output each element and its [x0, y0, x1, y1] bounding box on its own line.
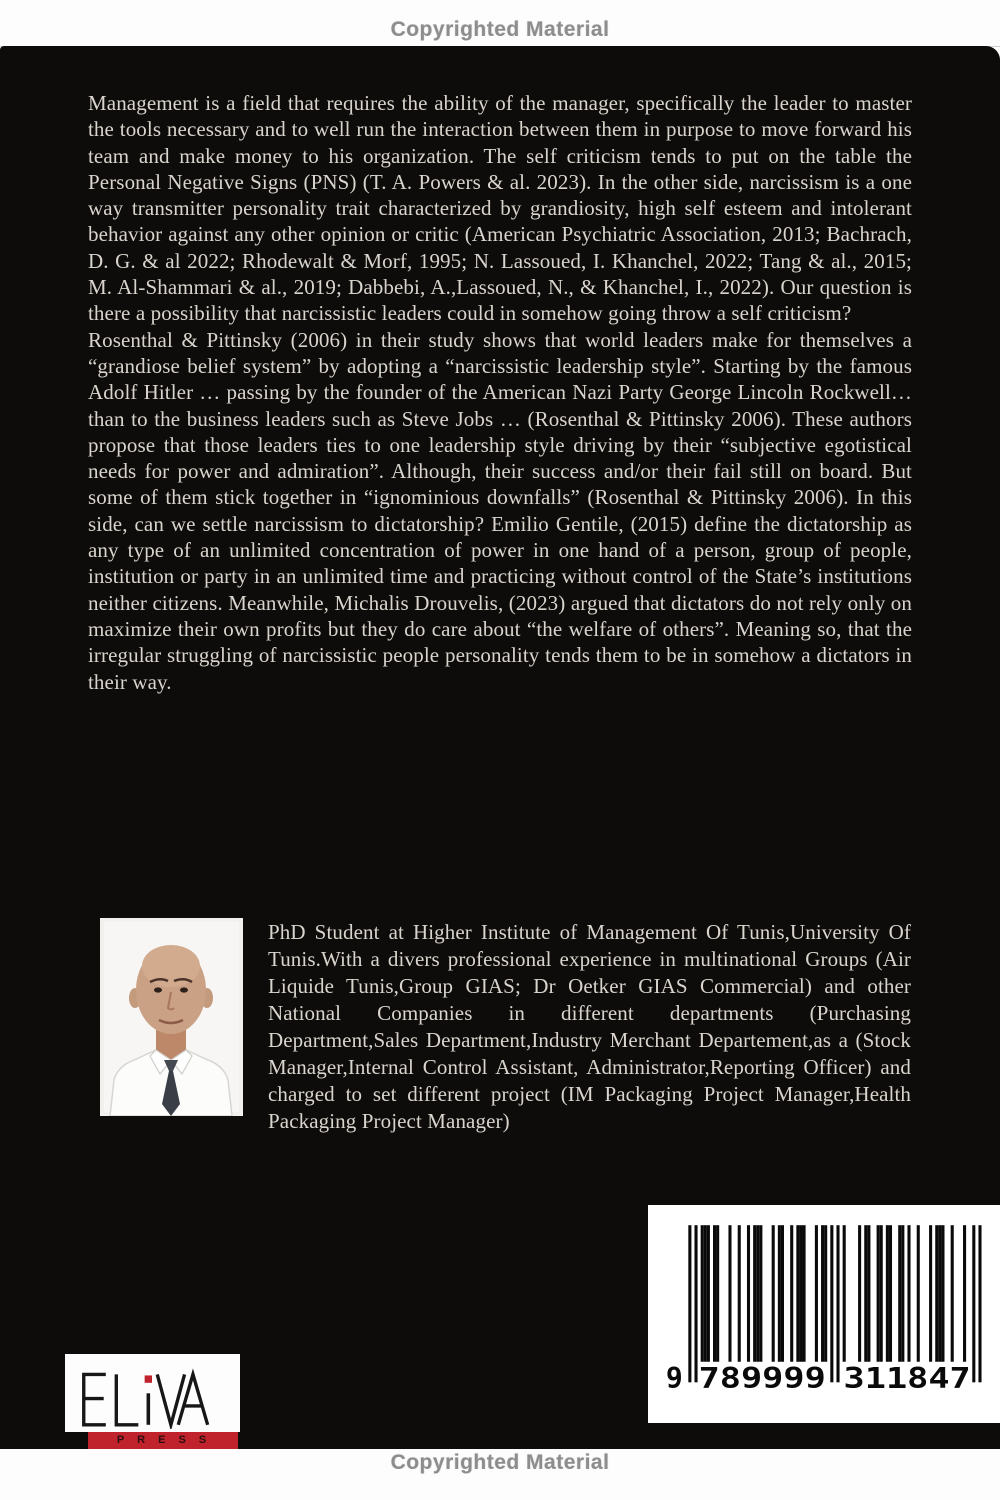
copyright-notice-bottom: Copyrighted Material — [390, 1451, 610, 1474]
synopsis-paragraph-1: Management is a field that requires the ability of the manager, specifically the leader to master the tools necessary and to well run the interaction between them in purpose to move forward his team and make money to his organization. The self criticism tends to put on the table the Personal Negative Signs (PNS) (T. A. Powers & al. 2023). In the other side, narcissism is a one way transmitter personality trait characterized by grandiosity, high self esteem and intolerant behavior against any other opinion or critic (American Psychiatric Association, 2013; Bachrach, D. G. & al 2022; Rhodewalt & Morf, 1995; N. Lassoued, I. Khanchel, 2022; Tang & al., 2015; M. Al-Shammari & al., 2019; Dabbebi, A.,Lassoued, N., & Khanchel, I., 2022). Our question is there a possibility that narcissistic leaders could in somehow going throw a self criticism? — [88, 91, 912, 326]
isbn-barcode — [648, 1205, 1000, 1423]
svg-text:311847: 311847 — [843, 1361, 971, 1390]
author-bio: PhD Student at Higher Institute of Management Of Tunis,University Of Tunis.With a divers professional experience in multinational Groups (Air Liquide Tunis,Group GIAS; Dr Oetker GIAS Commercial) and other National Companies in different departments (Purchasing Department,Sales Department,Industry Merchant Departement,as a (Stock Manager,Internal Control Assistant, Administrator,Reporting Officer) and charged to set different project (IM Packaging Project Manager,Health Packaging Project Manager) — [268, 920, 911, 1133]
author-portrait-illustration — [100, 918, 243, 1116]
synopsis-text — [88, 90, 912, 695]
publisher-press-label: PRESS — [88, 1432, 238, 1449]
publisher-logo — [65, 1354, 240, 1432]
svg-text:789999: 789999 — [698, 1361, 826, 1390]
eliva-logo-letters — [73, 1366, 231, 1429]
copyright-notice-top: Copyrighted Material — [390, 18, 610, 41]
copyright-band-bottom — [0, 1449, 1000, 1500]
copyright-band-top — [0, 0, 1000, 47]
svg-text:9: 9 — [665, 1361, 683, 1390]
synopsis-paragraph-2: Rosenthal & Pittinsky (2006) in their study shows that world leaders make for themselves a “grandiose belief system” by adopting a “narcissistic leadership style”. Starting by the famous Adolf Hitler … passing by the founder of the American Nazi Party George Lincoln Rockwell… than to the business leaders such as Steve Jobs … (Rosenthal & Pittinsky 2006). These authors propose that those leaders ties to one leadership style driving by their “subjective egotistical needs for power and admiration”. Although, their success and/or their fail still on board. But some of them stick together in “ignominious downfalls” (Rosenthal & Pittinsky 2006). In this side, can we settle narcissism to dictatorship? Emilio Gentile, (2015) define the dictatorship as any type of an unlimited concentration of power in one hand of a person, group of people, institution or party in an unlimited time and practicing without control of the State’s institutions neither citizens. Meanwhile, Michalis Drouvelis, (2023) argued that dictators do not rely only on maximize their own profits but they do care about “the welfare of others”. Meaning so, that the irregular struggling of narcissistic people personality tends them to be in somehow a dictators in their way. — [88, 327, 912, 694]
author-photo — [100, 918, 243, 1116]
logo-red-dot — [145, 1375, 152, 1382]
